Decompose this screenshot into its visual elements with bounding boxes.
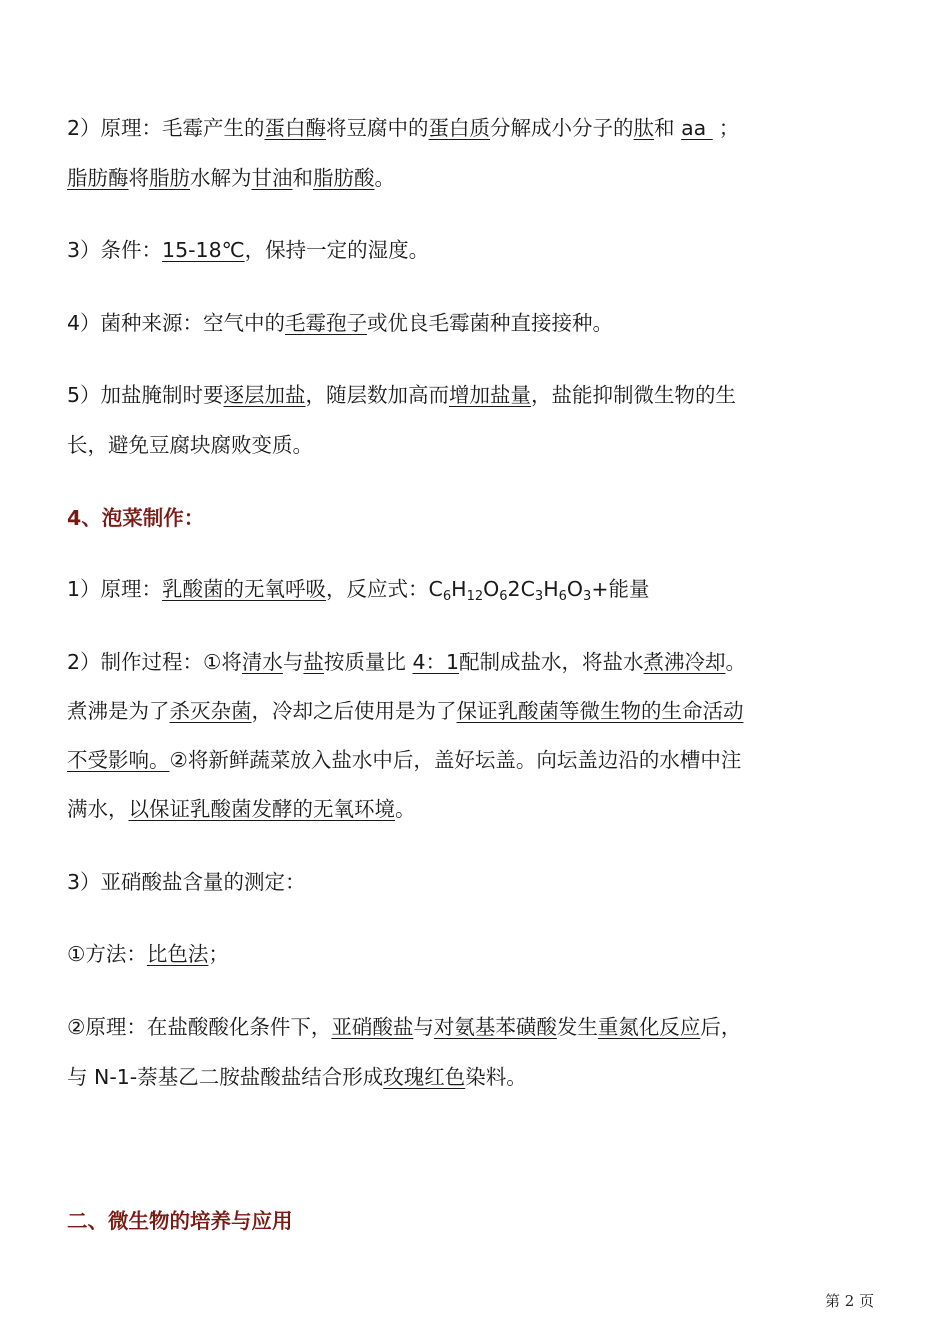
answer-boil-cool: 煮沸冷却: [643, 650, 726, 674]
text: 1）原理：: [67, 577, 163, 601]
answer-salt: 盐: [303, 650, 324, 674]
answer-glycerol: 甘油: [251, 166, 293, 190]
paocai-process-line1: [67, 648, 887, 676]
text: ②将新鲜蔬菜放入盐水中后，盖好坛盖。向坛盖边沿的水槽中注: [169, 748, 742, 772]
text: 3）条件：: [67, 238, 163, 262]
text: ，随层数加高而: [305, 383, 450, 407]
subscript: 3: [583, 589, 592, 604]
paocai-nitrite-heading: 3）亚硝酸盐含量的测定：: [67, 870, 306, 894]
text: 水解为: [190, 166, 252, 190]
formula-text: H: [543, 577, 559, 601]
paocai-process-line3: [67, 746, 887, 774]
formula-text: O: [483, 577, 500, 601]
answer-anaerobic-env: 以保证乳酸菌发酵的无氧环境: [128, 797, 395, 821]
paocai-heading: 4、泡菜制作：: [67, 506, 205, 530]
text: ①方法：: [67, 942, 147, 966]
answer-protease: 蛋白酶: [264, 116, 327, 140]
formula-text: ，反应式：C: [326, 577, 443, 601]
subscript: 12: [466, 589, 484, 604]
page-number: 第 2 页: [825, 1292, 875, 1310]
text: 和: [292, 166, 313, 190]
subscript: 6: [558, 589, 567, 604]
text: ；: [718, 116, 740, 140]
answer-ensure-activity: 保证乳酸菌等微生物的生命活动: [456, 699, 744, 723]
answer-fatty-acid: 脂肪酸: [313, 166, 375, 190]
paocai-nitrite-principle-line2: [67, 1063, 887, 1091]
text: 4）菌种来源：空气中的: [67, 311, 286, 335]
text: 和: [654, 116, 682, 140]
fufu-source-line: [67, 309, 887, 337]
text: ；: [208, 942, 229, 966]
text: 分解成小分子的: [490, 116, 634, 140]
text: ②原理：在盐酸酸化条件下，: [67, 1015, 332, 1039]
answer-diazotization: 重氮化反应: [597, 1015, 701, 1039]
text: 。: [725, 650, 747, 674]
answer-colorimetry: 比色法: [146, 942, 209, 966]
formula-text: H: [451, 577, 467, 601]
answer-ensure-activity-cont: 不受影响。: [67, 748, 170, 772]
subscript: 6: [442, 589, 452, 604]
text: ，保持一定的湿度。: [244, 238, 430, 262]
paocai-principle-line: [67, 575, 887, 603]
text: 染料。: [465, 1065, 527, 1089]
text: 。: [374, 166, 395, 190]
answer-anaerobic-respiration: 乳酸菌的无氧呼吸: [162, 577, 327, 601]
text: 发生: [556, 1015, 598, 1039]
section2-heading: 二、微生物的培养与应用: [67, 1209, 293, 1233]
formula-text: O: [566, 577, 584, 601]
text: 将: [128, 166, 149, 190]
formula-text: +能量: [591, 577, 650, 601]
answer-rose-red: 玫瑰红色: [383, 1065, 466, 1089]
formula-text: 2C: [507, 577, 535, 601]
text: 后，: [700, 1015, 742, 1039]
answer-aa: aa: [681, 116, 713, 140]
answer-peptide: 肽: [633, 116, 655, 140]
subscript: 6: [499, 589, 508, 604]
answer-lipase: 脂肪酶: [67, 166, 129, 190]
text: 长，避免豆腐块腐败变质。: [67, 433, 313, 457]
text: 与: [282, 650, 304, 674]
answer-increase-salt: 增加盐量: [449, 383, 532, 407]
text: 5）加盐腌制时要: [67, 383, 224, 407]
fufu-principle-line1: [67, 114, 887, 142]
answer-spores: 毛霉孢子: [285, 311, 368, 335]
text: 与: [413, 1015, 434, 1039]
answer-nitrite: 亚硝酸盐: [331, 1015, 414, 1039]
fufu-salting-line1: [67, 381, 887, 409]
text: 或优良毛霉菌种直接接种。: [367, 311, 614, 335]
paocai-process-line4: [67, 795, 887, 823]
fufu-salting-line2: [67, 431, 887, 459]
text: ，冷却之后使用是为了: [251, 699, 457, 723]
fufu-principle-line2: [67, 164, 887, 192]
paocai-method-line: [67, 940, 887, 968]
subscript: 3: [534, 589, 544, 604]
paocai-process-line2: [67, 697, 887, 725]
text: 按质量比: [323, 650, 413, 674]
text: 煮沸是为了: [67, 699, 170, 723]
answer-water: 清水: [241, 650, 283, 674]
text: 2）原理：毛霉产生的: [67, 116, 265, 140]
answer-protein: 蛋白质: [428, 116, 491, 140]
text: 与 N-1-萘基乙二胺盐酸盐结合形成: [67, 1065, 384, 1089]
text: 配制成盐水，将盐水: [459, 650, 644, 674]
text: 2）制作过程：①将: [67, 650, 242, 674]
answer-ratio: 4：1: [412, 650, 460, 674]
text: 。: [395, 797, 416, 821]
fufu-condition-line: [67, 236, 887, 264]
answer-temperature: 15-18℃: [162, 238, 245, 262]
paocai-nitrite-principle-line1: [67, 1013, 887, 1041]
answer-kill-bacteria: 杀灭杂菌: [169, 699, 252, 723]
answer-layer-salt: 逐层加盐: [223, 383, 306, 407]
text: 将豆腐中的: [326, 116, 429, 140]
text: ，盐能抑制微生物的生: [531, 383, 737, 407]
answer-sulfanilic-acid: 对氨基苯磺酸: [433, 1015, 557, 1039]
answer-fat: 脂肪: [149, 166, 190, 190]
text: 满水，: [67, 797, 129, 821]
